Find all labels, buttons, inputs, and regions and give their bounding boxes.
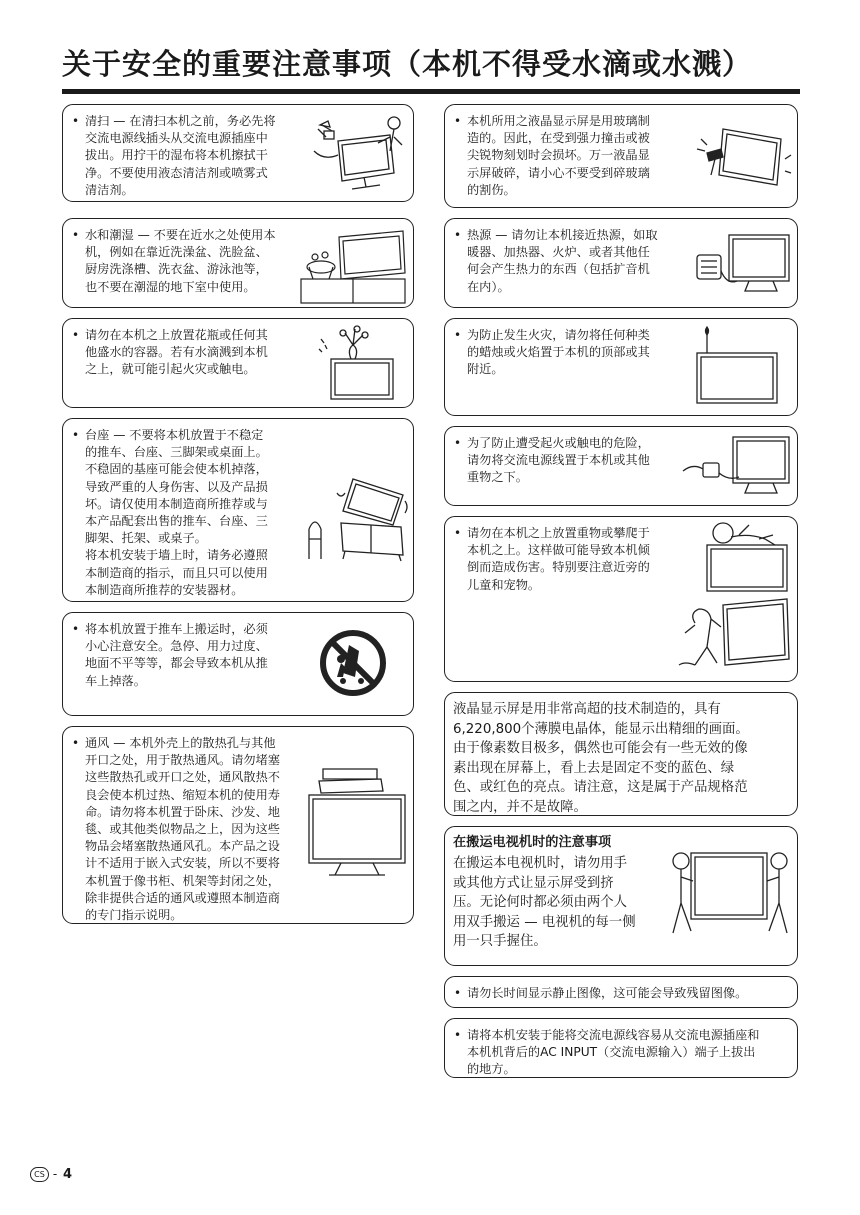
text-line: 的推车、台座、三脚架或桌面上。	[85, 445, 268, 460]
text-line: 示屏破碎，请小心不要受到碎玻璃	[467, 165, 650, 180]
text-line: 本机机背后的AC INPUT（交流电源输入）端子上拔出	[467, 1045, 756, 1060]
text-line: 的割伤。	[467, 182, 516, 197]
ventilation-text	[85, 735, 280, 924]
still-image-box	[444, 976, 798, 1008]
carry-note-text	[453, 854, 661, 952]
text-line: 压。无论何时都必须由两个人	[453, 895, 628, 910]
cart-text	[85, 621, 268, 690]
text-line: 导致严重的人身伤害、以及产品损	[85, 479, 268, 494]
text-line: 小心注意安全。急停、用力过度、	[85, 639, 268, 654]
text-line: 请勿在本机之上放置重物或攀爬于	[467, 526, 650, 540]
text-line: 台座 — 不要将本机放置于不稳定	[85, 428, 264, 442]
climb-text	[467, 525, 650, 594]
text-line: 车上掉落。	[85, 673, 146, 688]
text-line: 将本机安装于墙上时，请务必遵照	[85, 548, 268, 563]
cord-illustration	[679, 433, 793, 499]
title-rule	[62, 89, 800, 94]
page-footer	[30, 1167, 72, 1182]
stand-text	[85, 427, 268, 599]
stand-illustration	[301, 473, 409, 563]
still-image-text	[467, 985, 747, 1002]
text-line: 重物之下。	[467, 470, 528, 485]
glass-box	[444, 104, 798, 208]
cart-warning-icon	[319, 629, 387, 697]
text-line: 水和潮湿 — 不要在近水之处使用本	[85, 228, 276, 242]
water-box	[62, 218, 414, 308]
climb-dog-illustration	[677, 595, 793, 681]
glass-illustration	[693, 119, 793, 199]
text-line: 用一只手握住。	[453, 934, 547, 949]
vase-box	[62, 318, 414, 408]
cord-box	[444, 426, 798, 506]
heat-illustration	[693, 229, 793, 301]
text-line: 他盛水的容器。若有水滴溅到本机	[85, 345, 268, 360]
cleaning-text	[85, 113, 276, 199]
bullet: •	[454, 114, 462, 128]
page-number: 4	[63, 1167, 73, 1182]
bullet: •	[72, 114, 80, 128]
ventilation-box	[62, 726, 414, 924]
page-title: 关于安全的重要注意事项（本机不得受水滴或水溅）	[62, 47, 753, 81]
text-line: 围之内，并不是故障。	[453, 799, 587, 815]
text-line: 请勿长时间显示静止图像，这可能会导致残留图像。	[467, 986, 748, 1000]
text-line: 在内）。	[467, 279, 510, 294]
vase-illustration	[317, 325, 401, 405]
text-line: 在搬运本电视机时，请勿用手	[453, 856, 628, 871]
text-line: 请将本机安装于能将交流电源线容易从交流电源插座和	[467, 1028, 760, 1042]
text-line: 这些散热孔或开口之处，通风散热不	[85, 770, 280, 785]
text-line: 为了防止遭受起火或触电的危险，	[467, 436, 650, 450]
text-line: 本机置于像书柜、机架等封闭之处，	[85, 873, 280, 888]
text-line: 附近。	[467, 362, 504, 377]
text-line: 尖锐物刻划时会损坏。万一液晶显	[467, 148, 650, 163]
text-line: 脚架、托架、或桌子。	[85, 531, 207, 546]
text-line: 由于像素数目极多，偶然也可能会有一些无效的像	[453, 741, 748, 756]
glass-text	[467, 113, 650, 199]
lcd-note-text	[453, 700, 789, 817]
bullet: •	[72, 228, 80, 242]
text-line: 清洁剂。	[85, 182, 134, 197]
cleaning-illustration	[308, 111, 408, 195]
text-line: 或其他方式让显示屏受到挤	[453, 875, 614, 891]
language-badge: CS	[30, 1167, 49, 1182]
text-line: 暖器、加热器、火炉、或者其他任	[467, 245, 650, 260]
text-line: 的专门指示说明。	[85, 908, 183, 923]
text-line: 除非提供合适的通风或遵照本制造商	[85, 890, 280, 905]
text-line: 计不适用于嵌入式安装，所以不要将	[85, 856, 280, 871]
text-line: 何会产生热力的东西（包括扩音机	[467, 262, 650, 277]
ac-input-text	[467, 1027, 760, 1079]
heat-text	[467, 227, 658, 296]
climb-child-illustration	[703, 519, 793, 595]
text-line: 儿童和宠物。	[467, 577, 541, 592]
text-line: 毯、或其他类似物品之上，因为这些	[85, 822, 280, 837]
text-line: 拔出。用拧干的湿布将本机擦拭干	[85, 148, 268, 163]
cord-text	[467, 435, 650, 487]
text-line: 机，例如在靠近洗澡盆、洗脸盆、	[85, 245, 268, 260]
text-line: 6,220,800个薄膜电晶体，能显示出精细的画面。	[453, 721, 749, 737]
text-line: 倒而造成伤害。特别要注意近旁的	[467, 560, 650, 575]
text-line: 造的。因此，在受到强力撞击或被	[467, 131, 650, 146]
bullet: •	[454, 436, 462, 450]
text-line: 清扫 — 在清扫本机之前，务必先将	[85, 114, 276, 128]
text-line: 物品会堵塞散热通风孔。本产品之设	[85, 839, 280, 854]
cart-box	[62, 612, 414, 716]
text-line: 热源 — 请勿让本机接近热源，如取	[467, 228, 658, 242]
vase-text	[85, 327, 268, 379]
text-line: 用双手搬运 — 电视机的每一侧	[453, 914, 636, 930]
bullet: •	[454, 228, 462, 242]
text-line: 本产品配套出售的推车、台座、三	[85, 514, 268, 529]
candle-box	[444, 318, 798, 416]
candle-illustration	[693, 325, 783, 411]
text-line: 请勿将交流电源线置于本机或其他	[467, 453, 650, 468]
text-line: 坏。请仅使用本制造商所推荐或与	[85, 496, 268, 511]
text-line: 液晶显示屏是用非常高超的技术制造的，具有	[453, 702, 721, 717]
text-line: 的地方。	[467, 1062, 516, 1077]
climb-box	[444, 516, 798, 682]
text-line: 将本机放置于推车上搬运时，必须	[85, 622, 268, 636]
footer-separator: -	[52, 1167, 58, 1181]
text-line: 也不要在潮湿的地下室中使用。	[85, 279, 256, 294]
text-line: 色、或红色的亮点。请注意，这是属于产品规格范	[453, 780, 748, 795]
text-line: 地面不平等等，都会导致本机从推	[85, 656, 268, 671]
cleaning-box	[62, 104, 414, 202]
water-text	[85, 227, 276, 296]
text-line: 本机所用之液晶显示屏是用玻璃制	[467, 114, 650, 128]
carry-illustration	[667, 843, 791, 943]
heat-box	[444, 218, 798, 308]
bullet: •	[454, 1028, 462, 1042]
water-illustration	[299, 229, 407, 305]
text-line: 命。请勿将本机置于卧床、沙发、地	[85, 804, 280, 819]
bullet: •	[454, 526, 462, 540]
lcd-note-box	[444, 692, 798, 816]
text-line: 本制造商的指示，而且只可以使用	[85, 565, 268, 580]
text-line: 净。不要使用液态清洁剂或喷雾式	[85, 165, 268, 180]
text-line: 本机之上。这样做可能导致本机倾	[467, 543, 650, 558]
text-line: 请勿在本机之上放置花瓶或任何其	[85, 328, 268, 342]
text-line: 本制造商所推荐的安装器材。	[85, 582, 244, 597]
bullet: •	[72, 622, 80, 636]
text-line: 通风 — 本机外壳上的散热孔与其他	[85, 736, 276, 750]
text-line: 素出现在屏幕上，看上去是固定不变的蓝色、绿	[453, 760, 735, 776]
ventilation-illustration	[305, 763, 409, 879]
text-line: 之上，就可能引起火灾或触电。	[85, 362, 256, 377]
carry-note-box	[444, 826, 798, 966]
text-line: 为防止发生火灾，请勿将任何种类	[467, 328, 650, 342]
text-line: 厨房洗涤槽、洗衣盆、游泳池等，	[85, 262, 268, 277]
stand-box	[62, 418, 414, 602]
text-line: 开口之处，用于散热通风。请勿堵塞	[85, 753, 280, 768]
bullet: •	[72, 328, 80, 342]
text-line: 良会使本机过热、缩短本机的使用寿	[85, 787, 280, 802]
bullet: •	[72, 736, 80, 750]
text-line: 的蜡烛或火焰置于本机的顶部或其	[467, 345, 650, 360]
text-line: 交流电源线插头从交流电源插座中	[85, 131, 268, 146]
carry-note-title: 在搬运电视机时的注意事项	[453, 835, 612, 850]
text-line: 不稳固的基座可能会使本机掉落，	[85, 462, 268, 477]
ac-input-box	[444, 1018, 798, 1078]
bullet: •	[72, 428, 80, 442]
bullet: •	[454, 986, 462, 1000]
candle-text	[467, 327, 650, 379]
bullet: •	[454, 328, 462, 342]
